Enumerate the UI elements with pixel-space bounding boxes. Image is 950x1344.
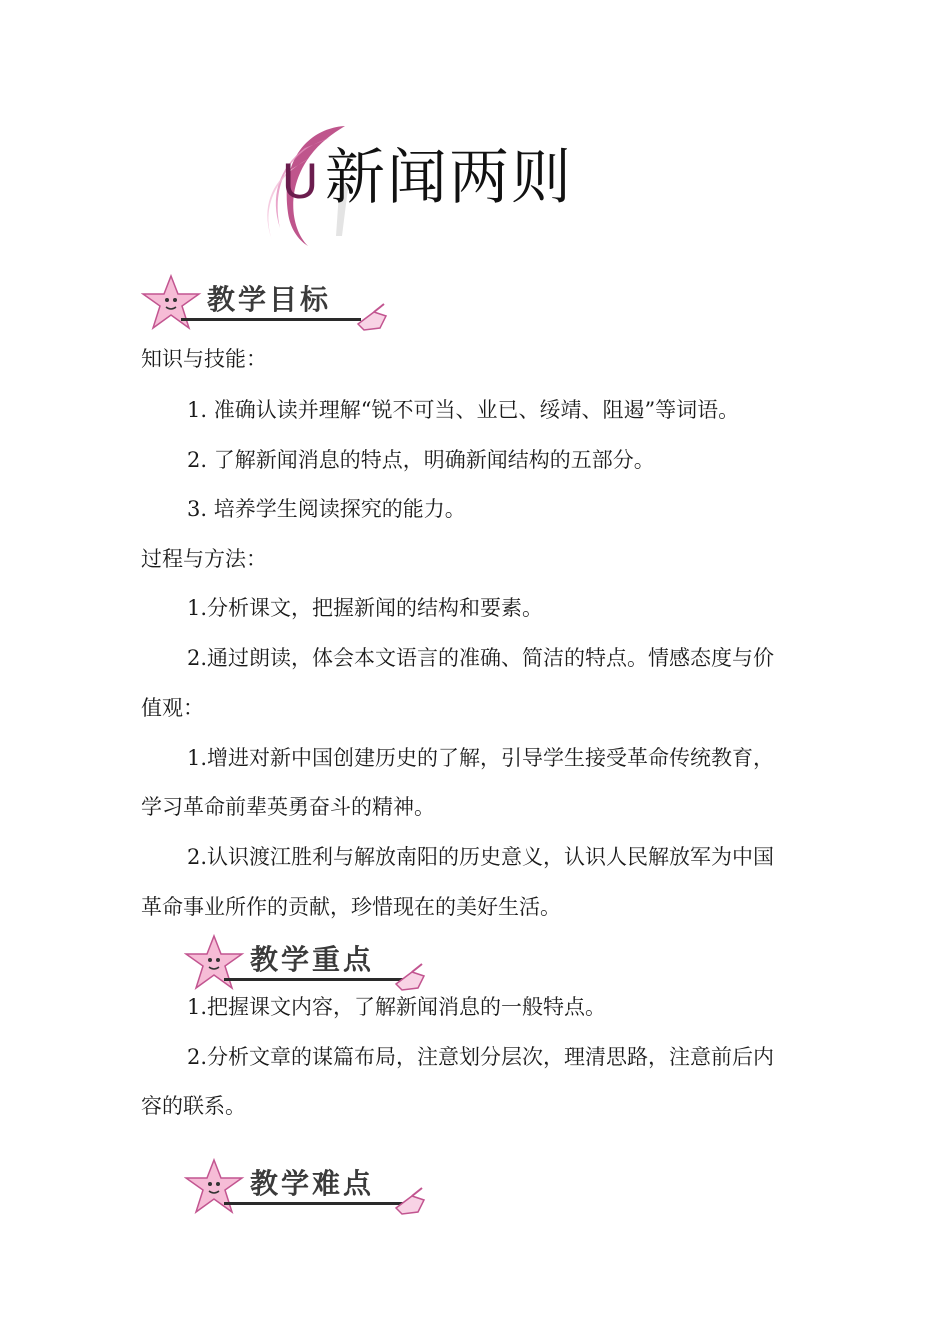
attitude-item: 2.认识渡江胜利与解放南阳的历史意义，认识人民解放军为中国 bbox=[187, 845, 775, 869]
attitude-item: 1.增进对新中国创建历史的了解，引导学生接受革命传统教育， bbox=[187, 746, 775, 770]
key-point-item-continuation: 容的联系。 bbox=[141, 1094, 246, 1118]
pencil-hand-icon bbox=[394, 1186, 428, 1216]
section-header-key-points bbox=[184, 932, 434, 994]
section-header-goals bbox=[141, 272, 391, 334]
section-title-goals: 教学目标 bbox=[207, 283, 332, 316]
section-underline bbox=[224, 1202, 404, 1205]
attitude-item-continuation: 革命事业所作的贡献，珍惜现在的美好生活。 bbox=[141, 895, 561, 919]
lesson-title bbox=[250, 118, 670, 248]
section-header-difficulties bbox=[184, 1156, 434, 1218]
starfish-icon bbox=[184, 1156, 246, 1218]
pencil-hand-icon bbox=[356, 302, 390, 332]
process-heading: 过程与方法： bbox=[141, 547, 267, 571]
lesson-title-text: 新闻两则 bbox=[325, 143, 573, 213]
section-title-key-points: 教学重点 bbox=[250, 943, 375, 976]
knowledge-heading: 知识与技能： bbox=[141, 347, 267, 371]
key-point-item: 1.把握课文内容，了解新闻消息的一般特点。 bbox=[187, 995, 607, 1019]
lesson-number: U bbox=[282, 153, 319, 209]
starfish-icon bbox=[141, 272, 203, 334]
process-item: 1.分析课文，把握新闻的结构和要素。 bbox=[187, 596, 544, 620]
process-item: 2.通过朗读，体会本文语言的准确、简洁的特点。情感态度与价 bbox=[187, 646, 775, 670]
section-title-difficulties: 教学难点 bbox=[250, 1167, 375, 1200]
attitude-item-continuation: 学习革命前辈英勇奋斗的精神。 bbox=[141, 795, 435, 819]
section-underline bbox=[224, 978, 404, 981]
process-item-continuation: 值观： bbox=[141, 696, 204, 720]
starfish-icon bbox=[184, 932, 246, 994]
pencil-hand-icon bbox=[394, 962, 428, 992]
knowledge-item: 2. 了解新闻消息的特点，明确新闻结构的五部分。 bbox=[187, 448, 655, 472]
knowledge-item: 1. 准确认读并理解“锐不可当、业已、绥靖、阻遏”等词语。 bbox=[187, 398, 740, 422]
section-underline bbox=[181, 318, 361, 321]
knowledge-item: 3. 培养学生阅读探究的能力。 bbox=[187, 497, 466, 521]
key-point-item: 2.分析文章的谋篇布局，注意划分层次，理清思路，注意前后内 bbox=[187, 1045, 775, 1069]
